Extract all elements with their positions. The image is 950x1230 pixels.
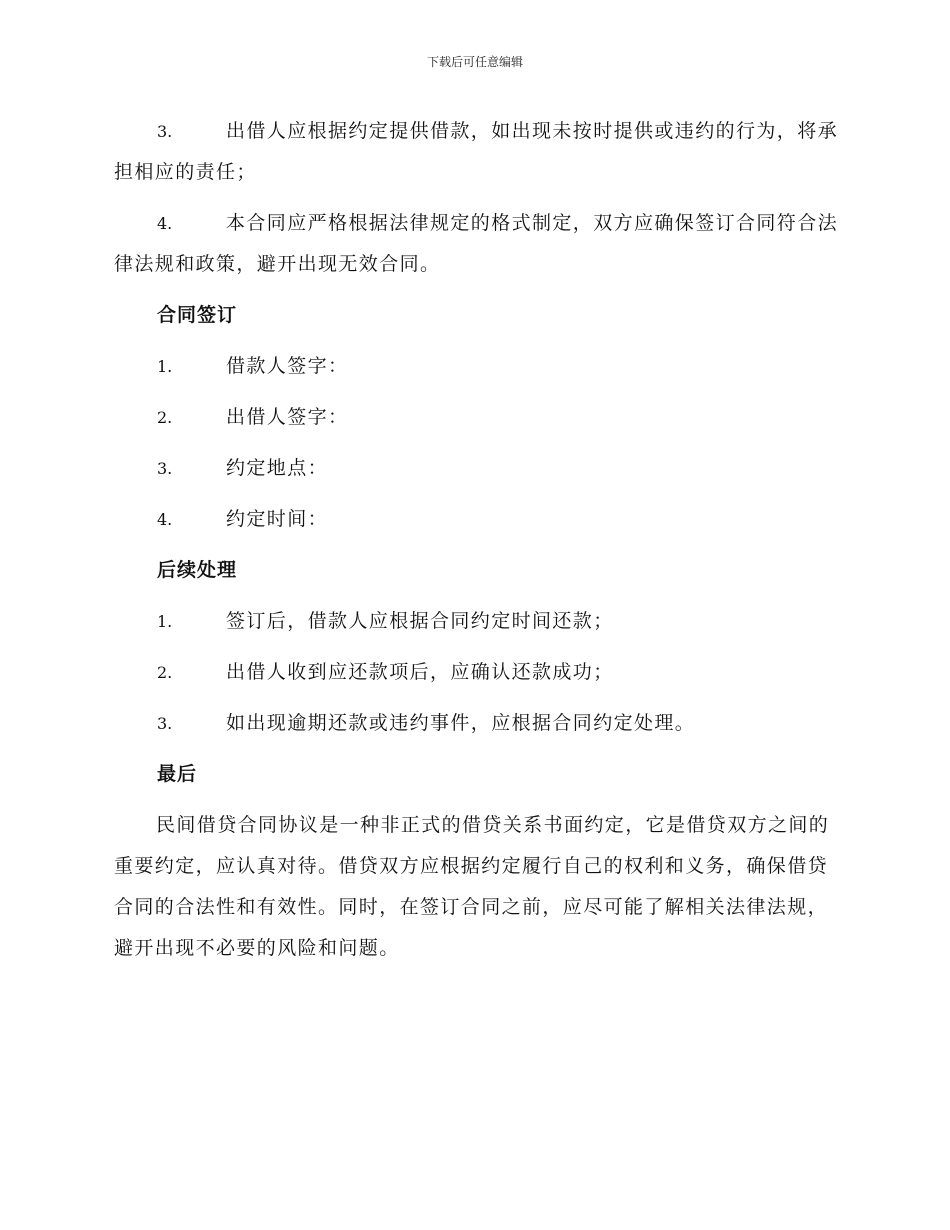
list-item xyxy=(0,111,950,193)
list-item xyxy=(0,397,950,438)
list-item xyxy=(0,499,950,540)
list-item-number: 2. xyxy=(157,408,173,427)
list-item xyxy=(0,652,950,693)
section-heading-final: 最后 xyxy=(157,763,198,785)
list-item-number: 3. xyxy=(157,122,173,141)
section-heading-followup: 后续处理 xyxy=(157,559,238,581)
list-item-text: 本合同应严格根据法律规定的格式制定，双方应确保签订合同符合法律法规和政策，避开出现无效合同。 xyxy=(114,212,839,275)
list-item-number: 1. xyxy=(157,612,173,631)
list-item-number: 1. xyxy=(157,357,173,376)
list-item xyxy=(0,448,950,489)
list-item-text: 签订后，借款人应根据合同约定时间还款； xyxy=(226,610,614,632)
document-body xyxy=(0,111,950,969)
list-item-text: 约定时间： xyxy=(226,508,329,530)
list-item xyxy=(0,703,950,744)
list-item-number: 4. xyxy=(157,214,173,233)
list-item-number: 4. xyxy=(157,510,173,529)
list-item-text: 如出现逾期还款或违约事件，应根据合同约定处理。 xyxy=(226,712,696,734)
list-item xyxy=(0,601,950,642)
list-item-text: 出借人签字： xyxy=(226,406,349,428)
list-item xyxy=(0,203,950,285)
list-item-text: 出借人收到应还款项后，应确认还款成功； xyxy=(226,661,614,683)
closing-paragraph: 民间借贷合同协议是一种非正式的借贷关系书面约定，它是借贷双方之间的重要约定，应认真对待。借贷双方应根据约定履行自己的权利和义务，确保借贷合同的合法性和有效性。同时，在签订合同之前，应尽可能了解相关法律法规，避开出现不必要的风险和问题。 xyxy=(114,814,830,959)
list-item-text: 出借人应根据约定提供借款，如出现未按时提供或违约的行为，将承担相应的责任； xyxy=(114,120,839,183)
page-header: 下载后可任意编辑 xyxy=(426,55,523,69)
section-heading-signing: 合同签订 xyxy=(157,304,238,326)
list-item xyxy=(0,346,950,387)
list-item-number: 3. xyxy=(157,714,173,733)
list-item-number: 3. xyxy=(157,459,173,478)
list-item-text: 约定地点： xyxy=(226,457,329,479)
list-item-number: 2. xyxy=(157,663,173,682)
list-item-text: 借款人签字： xyxy=(226,355,349,377)
